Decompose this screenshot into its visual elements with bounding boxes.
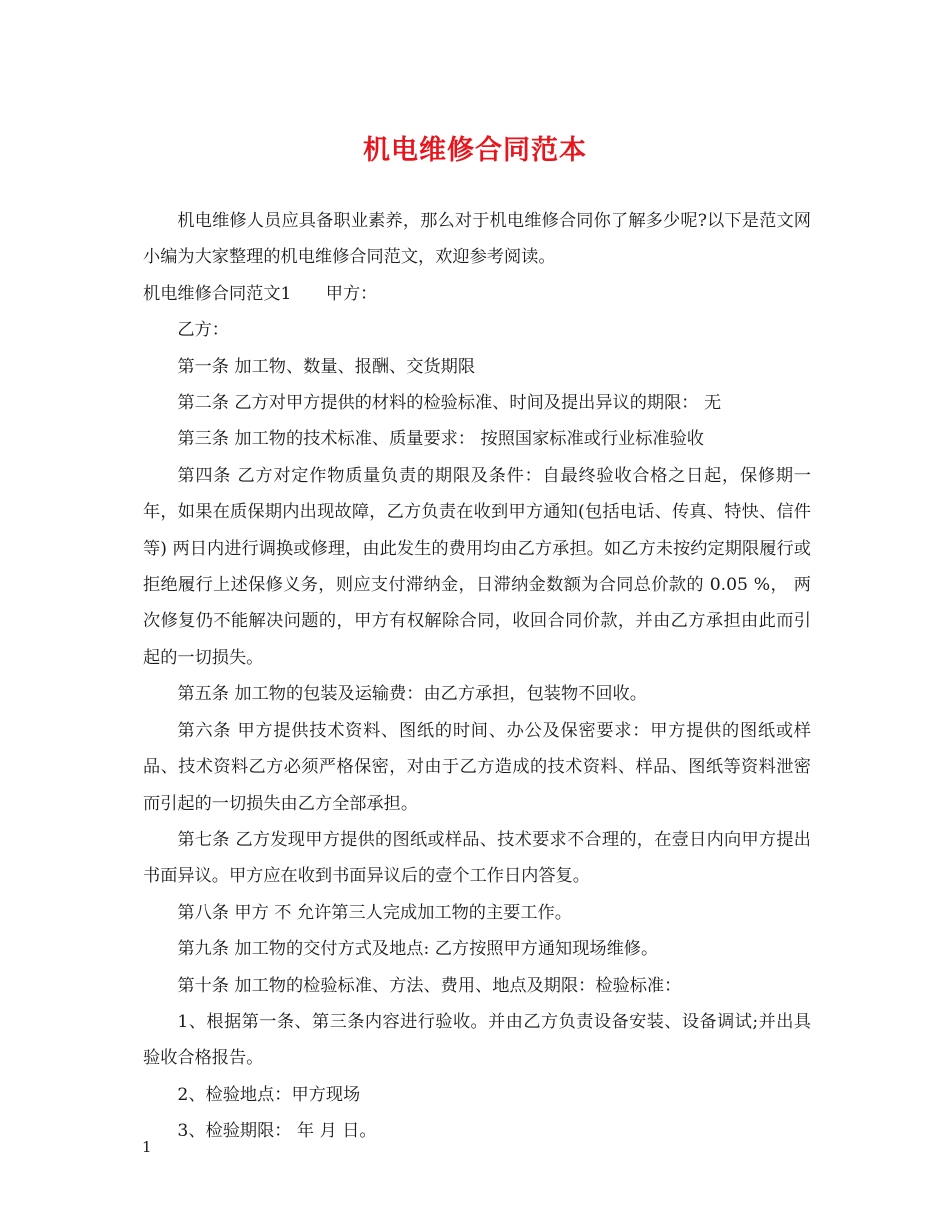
paragraph-article-4: 第四条 乙方对定作物质量负责的期限及条件：自最终验收合格之日起，保修期一年，如果在质保期内出现故障，乙方负责在收到甲方通知(包括电话、传真、特快、信件等) 两日内进行调换或修理，由此发生的费用均由乙方承担。如乙方未按约定期限履行或拒绝履行上述保修义务，则应支付滞纳金，日滞纳金数额为合同总价款的 0.05 %， 两 次修复仍不能解决问题的，甲方有权解除合同，收回合同价款，并由乙方承担由此而引起的一切损失。: [143, 465, 811, 668]
paragraph-article-9: 第九条 加工物的交付方式及地点: 乙方按照甲方通知现场维修。: [177, 939, 659, 960]
paragraph-inspection-1: 1、根据第一条、第三条内容进行验收。并由乙方负责设备安装、设备调试;并出具验收合格报告。: [143, 1011, 811, 1069]
document-body: [143, 203, 811, 1150]
paragraph-article-2: 第二条 乙方对甲方提供的材料的检验标准、时间及提出异议的期限： 无: [177, 393, 722, 414]
page-number: 1: [142, 1138, 152, 1156]
document-title: 机电维修合同范本: [363, 135, 587, 166]
paragraph-inspection-2: 2、检验地点：甲方现场: [177, 1084, 361, 1105]
paragraph-sample-heading: 机电维修合同范文1 甲方：: [143, 283, 378, 304]
paragraph-article-3: 第三条 加工物的技术标准、质量要求： 按照国家标准或行业标准验收: [177, 429, 704, 450]
paragraph-article-6: 第六条 甲方提供技术资料、图纸的时间、办公及保密要求：甲方提供的图纸或样品、技术资料乙方必须严格保密，对由于乙方造成的技术资料、样品、图纸等资料泄密而引起的一切损失由乙方全部承担。: [143, 720, 811, 814]
paragraph-intro: 机电维修人员应具备职业素养，那么对于机电维修合同你了解多少呢?以下是范文网小编为大家整理的机电维修合同范文，欢迎参考阅读。: [143, 211, 811, 268]
paragraph-article-5: 第五条 加工物的包装及运输费：由乙方承担，包装物不回收。: [177, 684, 647, 705]
paragraph-article-8: 第八条 甲方 不 允许第三人完成加工物的主要工作。: [177, 902, 572, 923]
paragraph-inspection-3: 3、检验期限： 年 月 日。: [177, 1121, 377, 1142]
paragraph-article-10: 第十条 加工物的检验标准、方法、费用、地点及期限：检验标准：: [177, 975, 682, 996]
paragraph-party-b: 乙方：: [177, 320, 229, 341]
paragraph-article-7: 第七条 乙方发现甲方提供的图纸或样品、技术要求不合理的，在壹日内向甲方提出书面异议。甲方应在收到书面异议后的壹个工作日内答复。: [143, 829, 811, 887]
paragraph-article-1: 第一条 加工物、数量、报酬、交货期限: [177, 356, 476, 377]
